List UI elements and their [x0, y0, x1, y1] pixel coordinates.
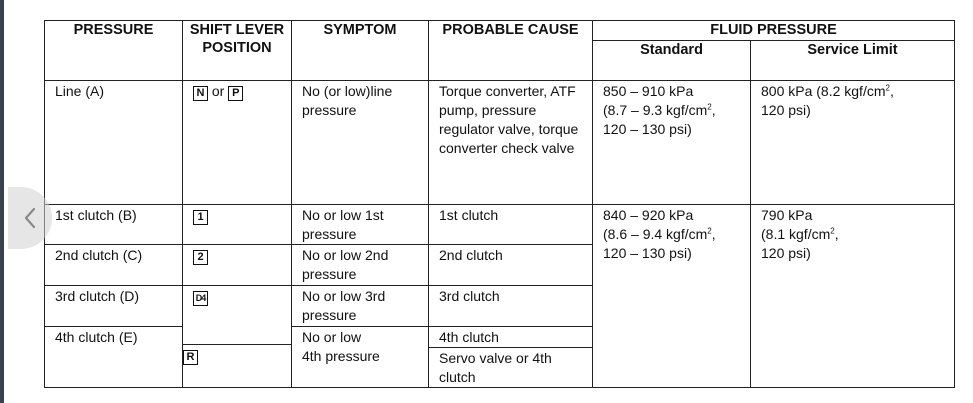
pressure-spec-table — [44, 20, 955, 388]
superscript: 2 — [830, 226, 835, 236]
cell-probable-cause: 2nd clutch — [429, 245, 593, 286]
header-pressure: PRESSURE — [45, 21, 183, 81]
cell-probable-cause: Torque converter, ATF pump, pressure regulator valve, torque converter check valve — [429, 81, 593, 205]
limit-line-1 — [761, 82, 948, 101]
standard-line-3: 120 – 130 psi) — [603, 245, 692, 261]
first-gear-key-icon: 1 — [193, 210, 208, 225]
limit-line-1-text: 800 kPa (8.2 kgf/cm — [761, 83, 886, 99]
superscript: 2 — [885, 83, 890, 93]
header-standard: Standard — [593, 41, 751, 81]
limit-line-3: 120 psi) — [761, 245, 811, 261]
cause-line-1: 4th clutch — [429, 327, 592, 348]
cell-shift-lever — [183, 205, 292, 245]
cell-pressure: 4th clutch (E) — [45, 327, 183, 388]
header-fluid-pressure: FLUID PRESSURE — [593, 21, 955, 41]
standard-line-1: 840 – 920 kPa — [603, 207, 694, 223]
symptom-line-1: No or low — [302, 329, 362, 345]
cell-symptom: No or low 3rd pressure — [292, 286, 429, 327]
limit-line-2: 120 psi) — [761, 102, 811, 118]
limit-line-1-tail: , — [889, 83, 894, 99]
cell-probable-cause: 1st clutch — [429, 205, 593, 245]
cell-probable-cause — [429, 327, 593, 388]
standard-line-1: 850 – 910 kPa — [603, 83, 694, 99]
standard-line-2-tail: , — [711, 226, 716, 242]
standard-line-2-text: (8.7 – 9.3 kgf/cm — [603, 102, 708, 118]
symptom-line-2: 4th pressure — [302, 348, 380, 364]
cell-service-limit — [751, 81, 955, 205]
limit-line-2-text: (8.1 kgf/cm — [761, 226, 831, 242]
cell-symptom: No or low 1st pressure — [292, 205, 429, 245]
cell-shift-lever — [183, 327, 292, 388]
cell-standard — [593, 205, 751, 388]
cell-standard — [593, 81, 751, 205]
header-probable-cause: PROBABLE CAUSE — [429, 21, 593, 81]
superscript: 2 — [707, 102, 712, 112]
cell-service-limit — [751, 205, 955, 388]
standard-line-3: 120 – 130 psi) — [603, 121, 692, 137]
cell-symptom: No or low 2nd pressure — [292, 245, 429, 286]
table-row — [45, 81, 955, 205]
standard-line-2 — [603, 101, 744, 120]
drive-4-key-icon: D4 — [193, 291, 208, 306]
superscript: 2 — [707, 226, 712, 236]
standard-line-2 — [603, 225, 744, 244]
cell-shift-lever — [183, 245, 292, 286]
limit-line-2 — [761, 225, 948, 244]
cell-symptom: No (or low)line pressure — [292, 81, 429, 205]
second-gear-key-icon: 2 — [193, 250, 208, 265]
header-shift-lever-position: SHIFT LEVER POSITION — [183, 21, 292, 81]
chevron-left-icon — [22, 206, 38, 230]
park-key-icon: P — [228, 86, 243, 101]
header-service-limit: Service Limit — [751, 41, 955, 81]
cell-pressure: 1st clutch (B) — [45, 205, 183, 245]
table-header-row — [45, 21, 955, 41]
document-page — [44, 20, 954, 398]
reverse-key-icon: R — [183, 350, 198, 365]
limit-line-2-tail: , — [834, 226, 839, 242]
cell-pressure: 2nd clutch (C) — [45, 245, 183, 286]
cell-pressure: Line (A) — [45, 81, 183, 205]
reverse-divider — [183, 344, 291, 365]
neutral-key-icon: N — [193, 86, 208, 101]
cell-shift-lever — [183, 286, 292, 327]
cell-symptom — [292, 327, 429, 388]
standard-line-2-tail: , — [711, 102, 716, 118]
shift-or-text: or — [211, 83, 225, 99]
cell-shift-lever — [183, 81, 292, 205]
cell-pressure: 3rd clutch (D) — [45, 286, 183, 327]
cause-line-2: Servo valve or 4th clutch — [439, 350, 552, 385]
header-symptom: SYMPTOM — [292, 21, 429, 81]
limit-line-1: 790 kPa — [761, 207, 813, 223]
table-row — [45, 205, 955, 245]
cell-probable-cause: 3rd clutch — [429, 286, 593, 327]
standard-line-2-text: (8.6 – 9.4 kgf/cm — [603, 226, 708, 242]
